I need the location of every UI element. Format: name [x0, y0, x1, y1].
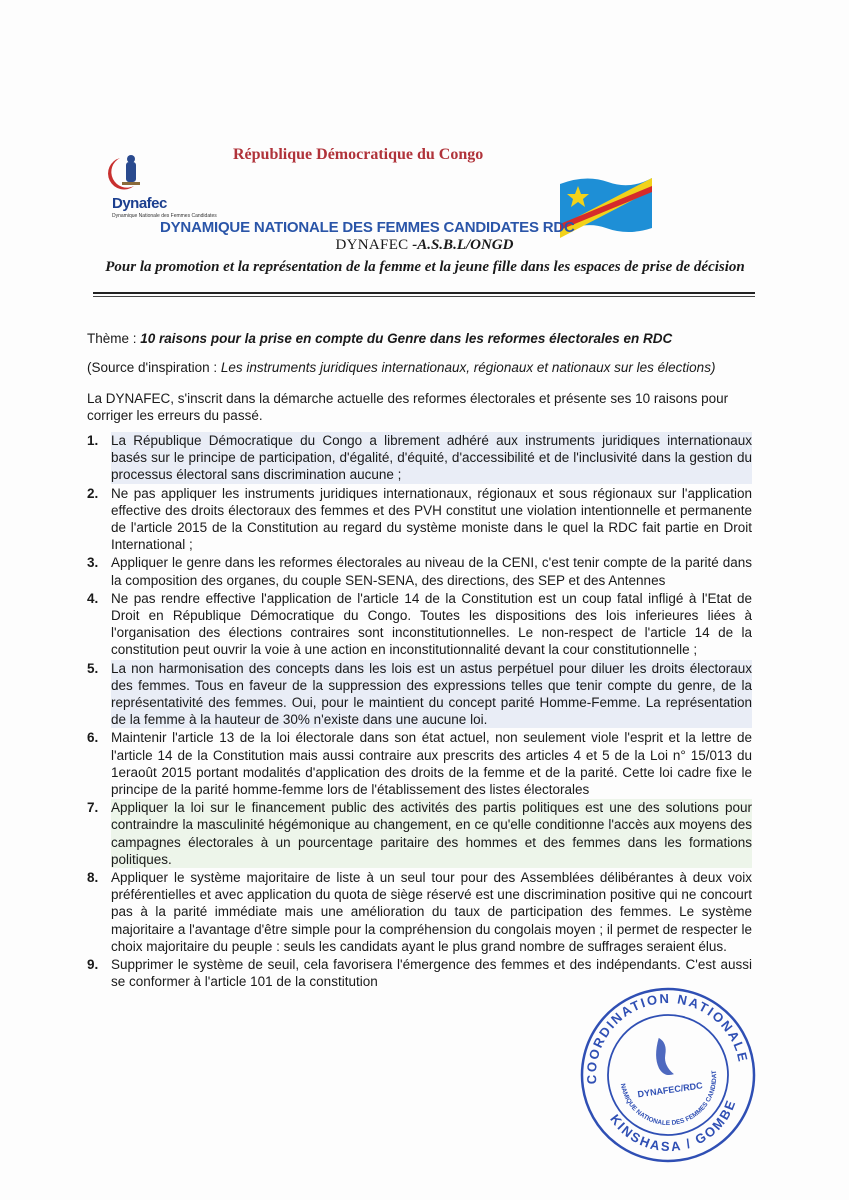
stamp-outer-top: COORDINATION NATIONALE	[583, 990, 752, 1085]
item-text: Appliquer le genre dans les reformes électorales au niveau de la CENI, c'est tenir compte de la parité dans la composition des organes, du couple SEN-SENA, des directions, des SEP et des Antennes	[111, 555, 752, 588]
acronym: DYNAFEC	[335, 237, 409, 253]
source-line	[87, 360, 715, 375]
stamp-center-text: DYNAFEC/RDC	[636, 1080, 704, 1100]
item-text: Appliquer le système majoritaire de liste à un seul tour pour des Assemblées délibérantes à deux voix préférentielles et avec application du quota de siège réservé est une discrimination positive qui ne concourt pas à la parité immédiate mais une amélioration du taux de participation des femmes. Le système majoritaire a l'avantage d'être simple pour la compréhension du congolais moyen ; il permet de respecter le choix majoritaire du peuple : seuls les candidats ayant le plus grand nombre de suffrages seraient élus.	[111, 870, 752, 954]
item-number: 1.	[87, 433, 99, 448]
theme-label: Thème :	[87, 331, 141, 346]
source-label: (Source d'inspiration :	[87, 360, 221, 375]
mission-statement: Pour la promotion et la représentation de la femme et la jeune fille dans les espaces de prise de décision	[105, 259, 745, 275]
list-item	[87, 869, 752, 955]
list-item	[87, 660, 752, 729]
item-number: 7.	[87, 800, 99, 816]
item-text: Appliquer la loi sur le financement public des activités des partis politiques est une des solutions pour contraindre la masculinité hégémonique au changement, en ce qu'elle conditionne l'accès aux moyens des campagnes électorales à un pourcentage paritaire des hommes et des femmes dans les formations politiques.	[111, 800, 752, 867]
organization-name: DYNAMIQUE NATIONALE DES FEMMES CANDIDATES RDC	[160, 219, 575, 236]
item-text: Maintenir l'article 13 de la loi électorale dans son état actuel, non seulement viole l'esprit et la lettre de l'article 14 de la Constitution mais aussi contraire aux prescrits des articles 4 et 5 de la Loi n° 15/013 du 1eraoût 2015 portant modalités d'application des droits de la femme et de la parité. Cette loi cadre fixe le principe de la parité homme-femme lors de l'établissement des listes électorales	[111, 730, 752, 798]
theme-title: 10 raisons pour la prise en compte du Genre dans les reformes électorales en RDC	[140, 331, 673, 346]
official-stamp	[578, 985, 758, 1165]
list-item	[87, 729, 752, 798]
list-item	[87, 554, 752, 588]
header-divider	[93, 292, 755, 294]
list-item	[87, 485, 752, 554]
source-text: Les instruments juridiques internationaux, régionaux et nationaux sur les élections)	[220, 360, 716, 375]
item-text: La non harmonisation des concepts dans les lois est un astus perpétuel pour diluer les droits électoraux des femmes. Tous en faveur de la suppression des expressions telles que tenir compte du genre, de la représentativité des femmes. Oui, pour le maintient du concept parité Homme-Femme. La représentation de la femme à la hauteur de 30% n'existe dans une aucune loi.	[111, 660, 752, 728]
item-text: Ne pas rendre effective l'application de l'article 14 de la Constitution est un coup fatal infligé à l'Etat de Droit en République Démocratique du Congo. Toutes les dispositions des lois inferieures liées à l'organisation des élections contraires sont inconstitutionnelles. Le non-respect de l'article 14 de la constitution peut ouvrir la voie à une action en inconstitutionnalité devant la cour constitutionnelle ;	[111, 590, 752, 658]
item-text: La République Démocratique du Congo a librement adhéré aux instruments juridiques internationaux basés sur le principe de participation, d'égalité, d'équité, d'accessibilité et de l'inclusivité dans la gestion du processus électoral sans discrimination aucune ;	[111, 433, 752, 483]
item-number: 8.	[87, 870, 99, 886]
item-number: 5.	[87, 660, 99, 676]
list-item	[87, 590, 752, 659]
item-number: 3.	[87, 555, 99, 571]
reasons-list	[87, 432, 752, 992]
acronym-suffix: -A.S.B.L/ONGD	[408, 237, 514, 253]
republic-heading: République Démocratique du Congo	[233, 146, 484, 163]
item-number: 4.	[87, 590, 99, 606]
item-number: 2.	[87, 485, 99, 501]
stamp-inner-text: DYNAMIQUE NATIONALE DES FEMMES CANDIDATES	[618, 1069, 719, 1127]
intro-paragraph: La DYNAFEC, s'inscrit dans la démarche actuelle des reformes électorales et présente ses 10 raisons pour corriger les erreurs du passé.	[87, 391, 729, 423]
acronym-line	[0, 237, 849, 254]
header-divider-thin	[93, 296, 755, 297]
item-number: 6.	[87, 730, 99, 746]
item-text: Ne pas appliquer les instruments juridiques internationaux, régionaux et sous régionaux sur l'application effective des droits électoraux des femmes et des PVH constitut une violation intentionnelle et permanente de l'article 2015 de la Constitution au regard du système moniste dans le quel la RDC fait partie en Droit International ;	[111, 485, 752, 553]
theme-line	[87, 331, 672, 346]
list-item	[87, 799, 752, 868]
logo-subtitle: Dynamique Nationale des Femmes Candidates	[112, 213, 217, 219]
item-text: Supprimer le système de seuil, cela favorisera l'émergence des femmes et des indépendants. C'est aussi se conformer à l'article 101 de la constitution	[111, 957, 752, 990]
logo-wordmark: Dynafec	[112, 195, 167, 212]
stamp-outer-bottom: KINSHASA / GOMBE	[607, 1096, 739, 1155]
list-item	[87, 432, 752, 484]
item-number: 9.	[87, 957, 99, 973]
svg-text:KINSHASA / GOMBE	[606, 1095, 745, 1163]
